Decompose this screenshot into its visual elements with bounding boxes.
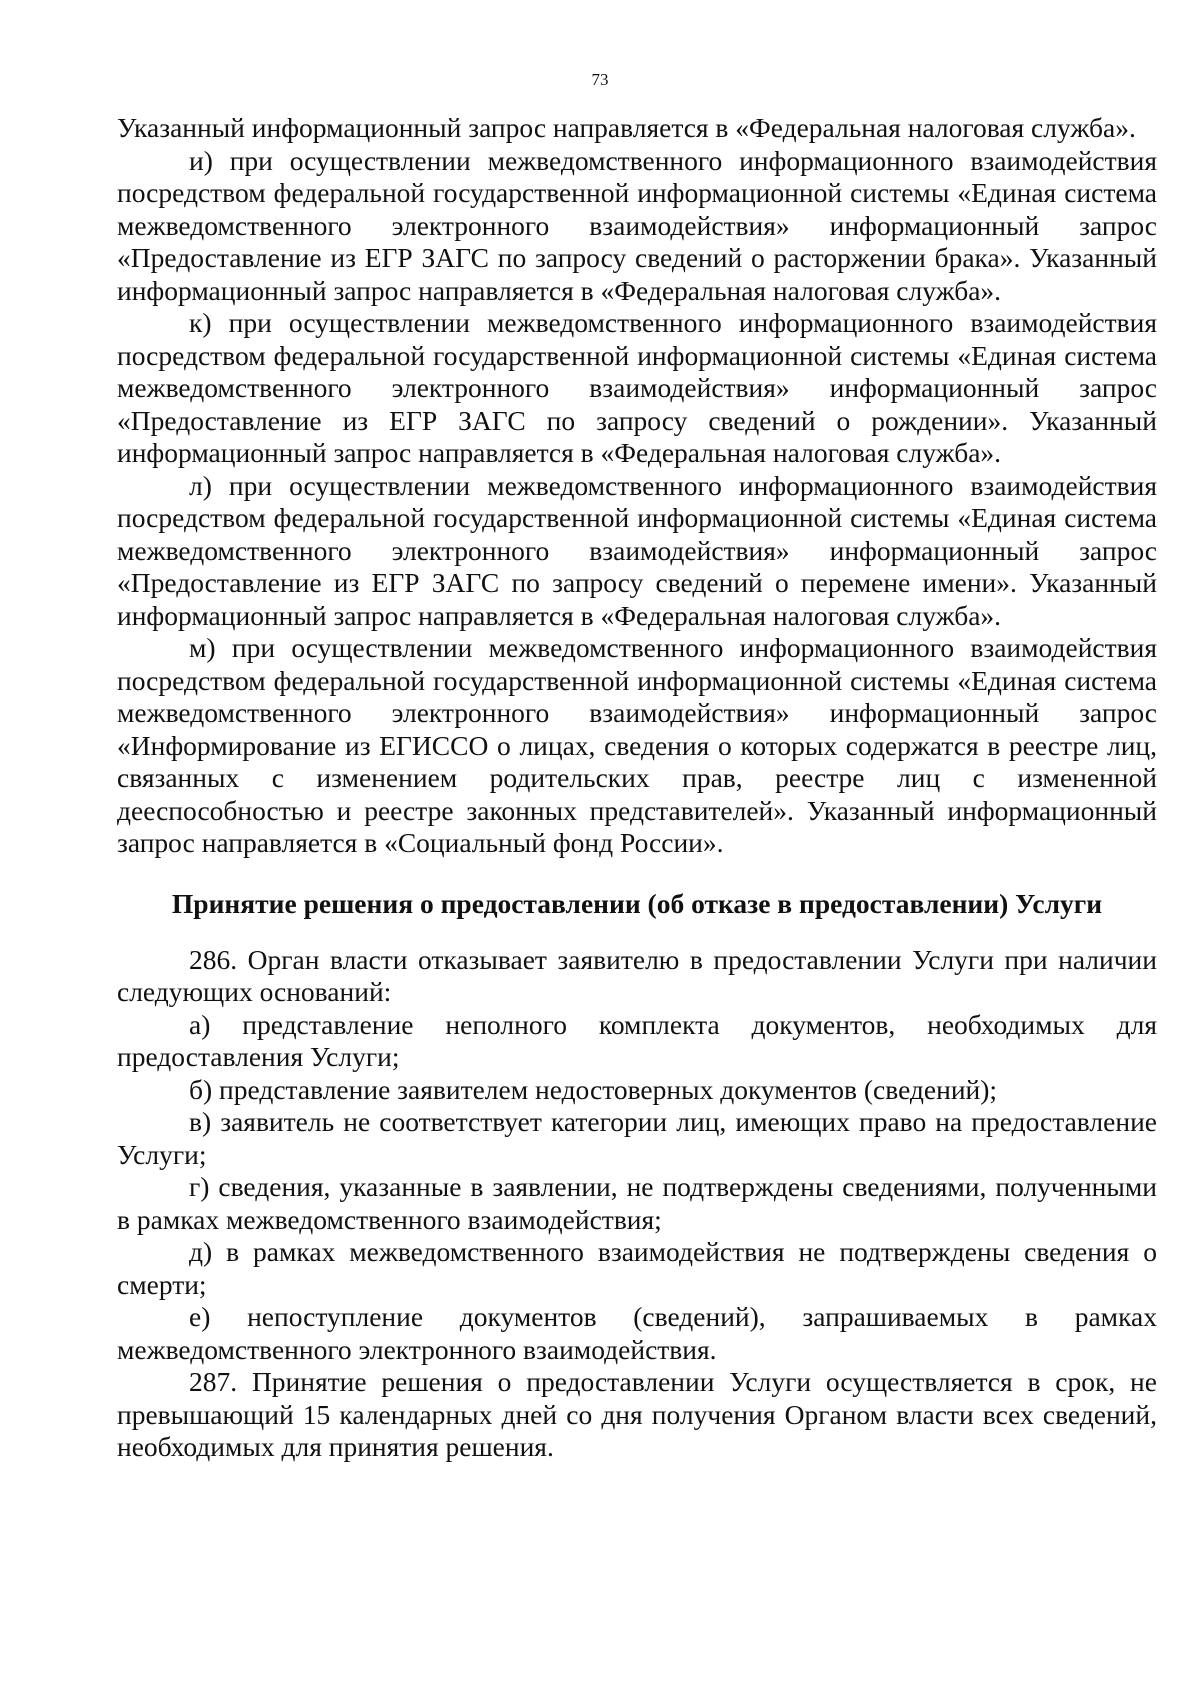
paragraph-item-e: е) непоступление документов (сведений), запрашиваемых в рамках межведомственного электронного взаимодействия. [117,1301,1157,1365]
paragraph: Указанный информационный запрос направляется в «Федеральная налоговая служба». [117,112,1136,143]
page-number: 73 [591,70,609,89]
paragraph-item-l: л) при осуществлении межведомственного информационного взаимодействия посредством федеральной государственной информационной системы «Единая система межведомственного электронного взаимодействия» информационный запрос «Предоставление из ЕГР ЗАГС по запросу сведений о перемене имени». Указанный информационный запрос направляется в «Федеральная налоговая служба». [117,469,1157,631]
section-heading: Принятие решения о предоставлении (об отказе в предоставлении) Услуги [171,887,1103,919]
document-body [117,112,1157,1464]
paragraph-item-d: д) в рамках межведомственного взаимодействия не подтверждены сведения о смерти; [117,1236,1157,1300]
paragraph-286: 286. Орган власти отказывает заявителю в предоставлении Услуги при наличии следующих оснований: [117,943,1157,1007]
paragraph-287: 287. Принятие решения о предоставлении Услуги осуществляется в срок, не превышающий 15 календарных дней со дня получения Органом власти всех сведений, необходимых для принятия решения. [117,1366,1157,1462]
paragraph-item-a: а) представление неполного комплекта документов, необходимых для предоставления Услуги; [117,1008,1157,1072]
paragraph-item-g: г) сведения, указанные в заявлении, не подтверждены сведениями, полученными в рамках межведомственного взаимодействия; [117,1171,1157,1235]
paragraph-item-i: и) при осуществлении межведомственного информационного взаимодействия посредством федеральной государственной информационной системы «Единая система межведомственного электронного взаимодействия» информационный запрос «Предоставление из ЕГР ЗАГС по запросу сведений о расторжении брака». Указанный информационный запрос направляется в «Федеральная налоговая служба». [117,144,1157,306]
paragraph-item-v: в) заявитель не соответствует категории лиц, имеющих право на предоставление Услуги; [117,1106,1157,1170]
paragraph-item-m: м) при осуществлении межведомственного информационного взаимодействия посредством федеральной государственной информационной системы «Единая система межведомственного электронного взаимодействия» информационный запрос «Информирование из ЕГИССО о лицах, сведения о которых содержатся в реестре лиц, связанных с изменением родительских прав, реестре лиц с измененной дееспособностью и реестре законных представителей». Указанный информационный запрос направляется в «Социальный фонд России». [117,632,1157,858]
paragraph-item-k: к) при осуществлении межведомственного информационного взаимодействия посредством федеральной государственной информационной системы «Единая система межведомственного электронного взаимодействия» информационный запрос «Предоставление из ЕГР ЗАГС по запросу сведений о рождении». Указанный информационный запрос направляется в «Федеральная налоговая служба». [117,307,1157,468]
paragraph-item-b: б) представление заявителем недостоверных документов (сведений); [189,1073,998,1105]
